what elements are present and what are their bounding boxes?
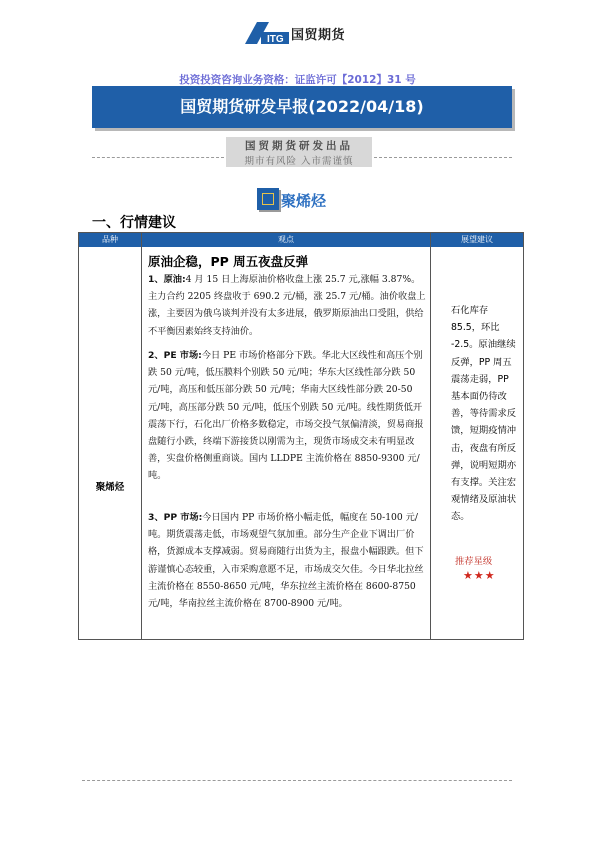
logo-text: 国贸期货: [291, 28, 346, 43]
report-banner: [92, 86, 512, 128]
header-view: 观点: [278, 235, 294, 244]
paragraph-pe-market: [148, 347, 426, 485]
square-icon: [257, 188, 279, 210]
produced-by-box: [226, 137, 372, 167]
license-line: 投资投资咨询业务资格：证监许可【2012】31 号: [179, 74, 416, 86]
table-header-row: [79, 233, 523, 247]
outlook-cell: [431, 247, 523, 639]
produced-by-text: 国贸期货研发出品: [245, 140, 353, 152]
product-name: 聚烯烃: [95, 482, 125, 493]
paragraph-label: 1、原油:: [148, 274, 186, 285]
divider-left: [92, 157, 224, 158]
paragraph-text: 今日 PE 市场价格部分下跌。华北大区线性和高压个别跌 50 元/吨，低压膜料个别跌 50 元/吨；华东大区线性部分跌 50 元/吨，高压和低压部分跌 50 元/吨；华南大区线性部分跌 20-50 元/吨，高压部分跌 50 元/吨，低压个别跌 50 元/吨。线性期货低开震荡下行，石化出厂价格多数稳定，市场交投气氛偏清淡，贸易商报盘随行小跌，终端下游接货以刚需为主，现货市场成交未有明显改善，实盘价格侧重商谈。国内 LLDPE 主流价格在 8850-9300 元/吨。: [148, 350, 424, 482]
company-logo: [243, 22, 363, 44]
paragraph-text: 今日国内 PP 市场价格小幅走低，幅度在 50-100 元/吨。期货震荡走低，市场观望气氛加重。部分生产企业下调出厂价格，货源成本支撑减弱。贸易商随行出货为主，报盘小幅跟跌。但下游谨慎心态较重，入市采购意愿不足，市场成交欠佳。今日华北拉丝主流价格在 8550-8650 元/吨，华东拉丝主流价格在 8600-8750 元/吨，华南拉丝主流价格在 8700-8900 元/吨。: [148, 512, 424, 610]
paragraph-label: 2、PE 市场:: [148, 350, 202, 361]
paragraph-text: 4 月 15 日上海原油价格收盘上涨 25.7 元,涨幅 3.87%。主力合约 2205 终盘收于 690.2 元/桶，涨 25.7 元/桶。油价收盘上涨，主要因为俄乌谈判并没有太多进展，俄罗斯原油出口受阻，供给不平衡因素始终支持油价。: [148, 274, 426, 337]
svg-text:ITG: ITG: [267, 34, 284, 44]
report-title: 国贸期货研发早报(2022/04/18): [180, 97, 424, 116]
header-product: 品种: [102, 235, 118, 244]
view-cell: [142, 247, 430, 639]
paragraph-pp-market: [148, 509, 426, 612]
itg-logo-icon: [243, 22, 289, 44]
rating-label: 推荐星级: [455, 556, 493, 567]
header-outlook: 展望建议: [461, 235, 493, 244]
section-heading: 一、行情建议: [92, 215, 176, 231]
divider-right: [374, 157, 512, 158]
footer-divider: [82, 780, 512, 781]
product-tag-label: 聚烯烃: [281, 192, 327, 210]
advice-table: [78, 232, 524, 640]
product-cell: [79, 247, 141, 639]
outlook-text: 石化库存 85.5，环比 -2.5。原油继续反弹，PP 周五震荡走弱，PP 基本面仍待改善，等待需求反馈，短期疫情冲击，夜盘有所反弹，说明短期亦有支撑。关注宏观情绪及原油状态。: [451, 305, 517, 523]
risk-notice: 期市有风险 入市需谨慎: [244, 156, 354, 167]
paragraph-label: 3、PP 市场:: [148, 512, 203, 523]
rating-stars: ★★★: [463, 569, 496, 582]
view-headline: 原油企稳，PP 周五夜盘反弹: [148, 254, 309, 269]
product-tag: [257, 186, 339, 214]
paragraph-crude-oil: [148, 271, 426, 340]
